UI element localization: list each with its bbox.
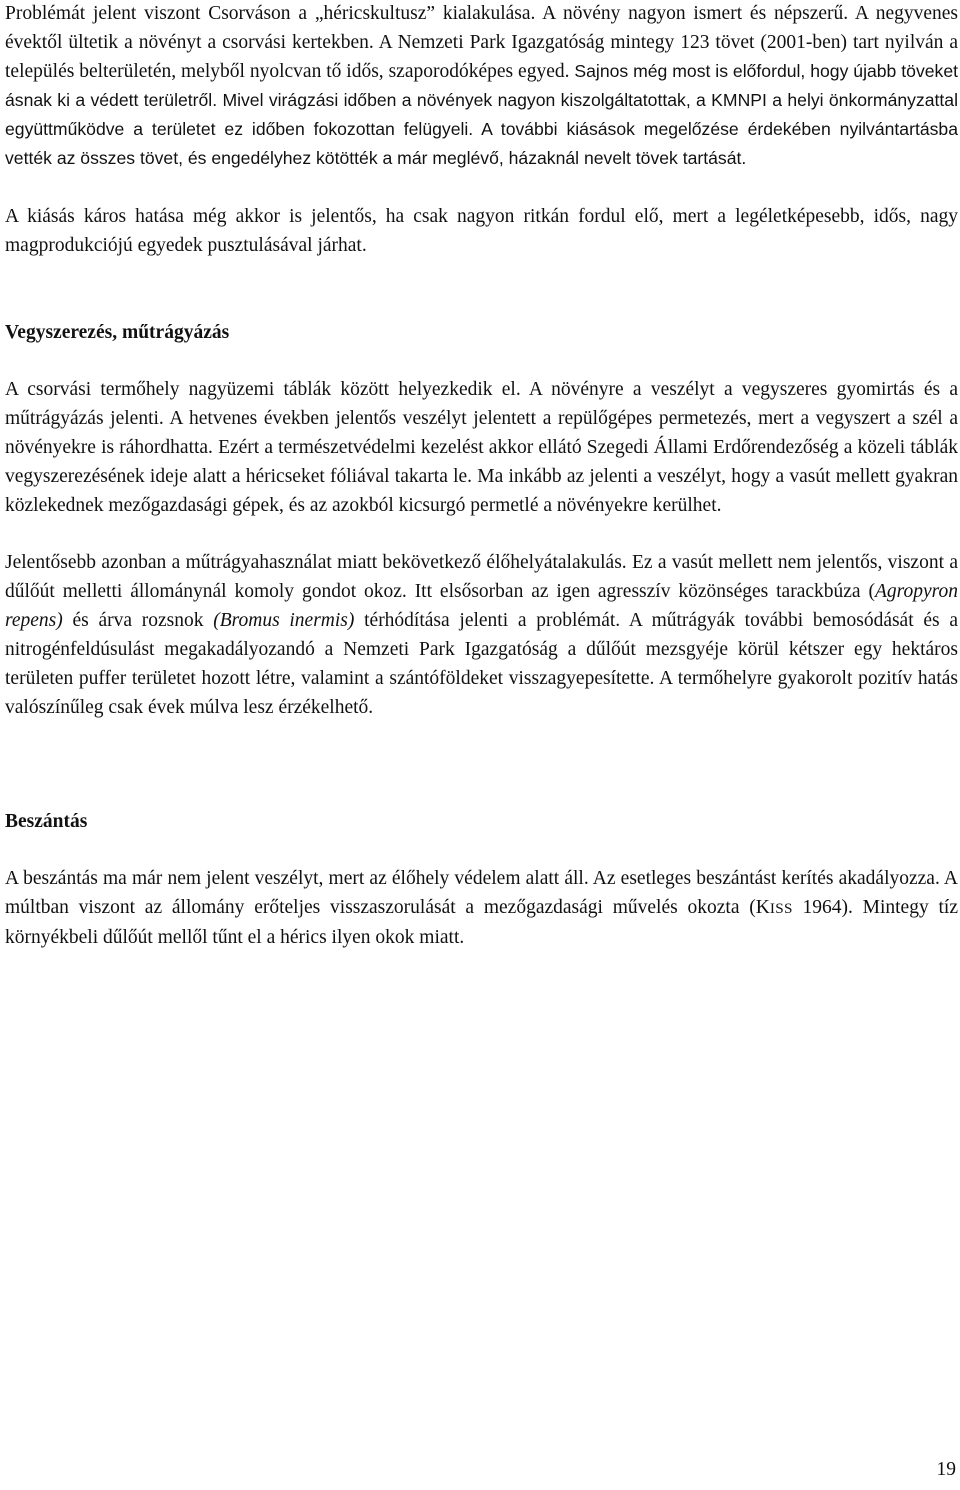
page-number: 19 (936, 1459, 956, 1480)
paragraph-mutragya-part3: térhódítása jelenti a problémát. A műtrágyák további bemosódását és a nitrogénfeldúsulást megakadályozandó a Nemzeti Park Igazgatóság a dűlőút mezsgyéje körül kétszer egy hektáros területen puffer területet hozott létre, valamint a szántóföldeket visszagyepesítette. A termőhelyre gyakorolt pozitív hatás valószínűleg csak évek múlva lesz érzékelhető. (5, 610, 958, 718)
citation-smallcaps: ISS (769, 900, 793, 917)
paragraph-mutragya-part2: és árva rozsnok (62, 610, 214, 631)
paragraph-beszantas-part2: 1964). Mintegy tíz környékbeli dűlőút mellől tűnt el a hérics ilyen okok miatt. (5, 897, 958, 948)
paragraph-mutragya-part1: Jelentősebb azonban a műtrágyahasználat miatt bekövetkező élőhelyátalakulás. Ez a vasút mellett nem jelentős, viszont a dűlőút melletti állománynál komoly gondot okoz. Itt elsősorban az igen agresszív közönséges tarackbúza ( (5, 552, 958, 602)
section-heading-vegyszerezes: Vegyszerezés, műtrágyázás (5, 322, 230, 343)
paragraph-kultusz-part1: Problémát jelent viszont Csorváson a „héricskultusz” kialakulása. A növény nagyon ismert és népszerű. A negyvenes évektől ültetik a növényt a csorvási kertekben. A Nemzeti Park Igazgatóság mintegy 123 tövet (2001-ben) tart nyilván a település belterületén, melyből nyolcvan tő idős, szaporodóképes egyed. (5, 3, 958, 82)
paragraph-kiasas: A kiásás káros hatása még akkor is jelentős, ha csak nagyon ritkán fordul elő, mert a legéletképesebb, idős, nagy magprodukciójú egyedek pusztulásával járhat. (5, 206, 958, 256)
document-page (5, 0, 958, 952)
paragraph-beszantas (5, 864, 958, 952)
paragraph-csorvasi-termohely: A csorvási termőhely nagyüzemi táblák között helyezkedik el. A növényre a veszélyt a vegyszeres gyomirtás és a műtrágyázás jelenti. A hetvenes években jelentős veszélyt jelentett a repülőgépes permetezés, mert a vegyszert a szél a növényekre is ráhordhatta. Ezért a természetvédelmi kezelést akkor ellátó Szegedi Állami Erdőrendezőség a közeli táblák vegyszerezésének ideje alatt a héricseket fóliával takarta le. Ma inkább az jelenti a veszélyt, hogy a vasút mellett gyakran közlekednek mezőgazdasági gépek, és az azokból kicsurgó permetlé a növényekre kerülhet. (5, 379, 958, 516)
paragraph-beszantas-part1: A beszántás ma már nem jelent veszélyt, mert az élőhely védelem alatt áll. Az esetleges beszántást kerítés akadályozza. A múltban viszont az állomány erőteljes visszaszorulását a mezőgazdasági művelés okozta (K (5, 868, 958, 918)
paragraph-kultusz-part2: Sajnos még most is előfordul, hogy újabb töveket ásnak ki a védett területről. (5, 61, 958, 110)
paragraph-kultusz-part3: Mivel virágzási időben a növények nagyon kiszolgáltatottak, a KMNPI a helyi önkormányzattal együttműködve a területet ez időben fokozottan felügyeli. A további kiásások megelőzése érdekében nyilvántartásba vették az összes tövet, és engedélyhez kötötték a már meglévő, házaknál nevelt tövek tartását. (5, 90, 958, 168)
species-bromus: (Bromus inermis) (213, 610, 355, 631)
section-heading-beszantas: Beszántás (5, 811, 88, 832)
paragraph-mutragyahasznalat (5, 548, 958, 722)
species-agropyron: Agropyron repens) (5, 581, 958, 631)
paragraph-kultusz (5, 0, 958, 173)
